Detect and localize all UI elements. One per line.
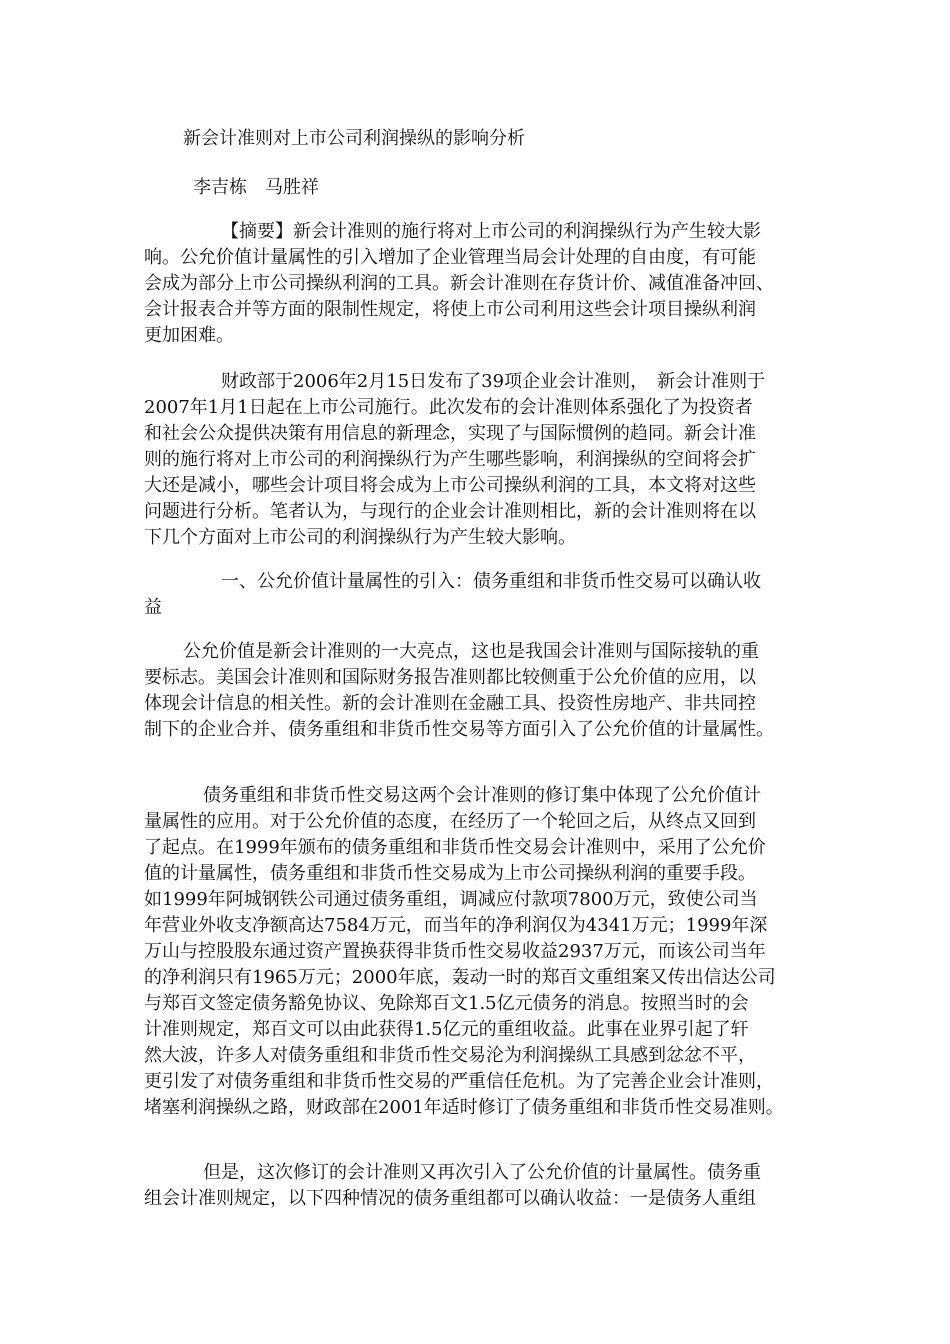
debt-line: 与郑百文签定债务豁免协议、免除郑百文1.5亿元债务的消息。按照当时的会 (144, 993, 749, 1014)
debt-line: 了起点。在1999年颁布的债务重组和非货币性交易会计准则中，采用了公允价 (144, 837, 766, 858)
debt-line: 债务重组和非货币性交易这两个会计准则的修订集中体现了公允价值计 (203, 785, 761, 806)
abstract-line: 响。公允价值计量属性的引入增加了企业管理当局会计处理的自由度，有可能 (144, 247, 756, 268)
debt-line: 值的计量属性，债务重组和非货币性交易成为上市公司操纵利润的重要手段。 (144, 863, 756, 884)
revision-line: 组会计准则规定，以下四种情况的债务重组都可以确认收益：一是债务人重组 (144, 1188, 756, 1209)
intro-line: 财政部于2006年2月15日发布了39项企业会计准则， 新会计准则于 (221, 371, 766, 392)
debt-line: 更引发了对债务重组和非货币性交易的严重信任危机。为了完善企业会计准则， (144, 1071, 774, 1092)
fair-value-line: 公允价值是新会计准则的一大亮点，这也是我国会计准则与国际接轨的重 (183, 641, 759, 662)
intro-line: 下几个方面对上市公司的利润操纵行为产生较大影响。 (144, 527, 576, 548)
fair-value-line: 制下的企业合并、债务重组和非货币性交易等方面引入了公允价值的计量属性。 (144, 719, 774, 740)
intro-line: 2007年1月1日起在上市公司施行。此次发布的会计准则体系强化了为投资者 (144, 397, 753, 418)
section-heading-line: 益 (144, 597, 162, 618)
intro-line: 则的施行将对上市公司的利润操纵行为产生哪些影响，利润操纵的空间将会扩 (144, 449, 756, 470)
intro-line: 问题进行分析。笔者认为，与现行的企业会计准则相比，新的会计准则将在以 (144, 501, 756, 522)
debt-line: 如1999年阿城钢铁公司通过债务重组，调减应付款项7800万元，致使公司当 (144, 889, 758, 910)
debt-line: 堵塞利润操纵之路，财政部在2001年适时修订了债务重组和非货币性交易准则。 (144, 1097, 784, 1118)
debt-line: 然大波，许多人对债务重组和非货币性交易沦为利润操纵工具感到忿忿不平， (144, 1045, 756, 1066)
debt-line: 年营业外收支净额高达7584万元，而当年的净利润仅为4341万元；1999年深 (144, 915, 768, 936)
intro-line: 和社会公众提供决策有用信息的新理念，实现了与国际惯例的趋同。新会计准 (144, 423, 756, 444)
intro-line: 大还是减小，哪些会计项目将会成为上市公司操纵利润的工具，本文将对这些 (144, 475, 756, 496)
debt-line: 万山与控股股东通过资产置换获得非货币性交易收益2937万元，而该公司当年 (144, 941, 766, 962)
author-line: 李吉栋 马胜祥 (193, 177, 319, 198)
abstract-line: 会成为部分上市公司操纵利润的工具。新会计准则在存货计价、减值准备冲回、 (144, 273, 774, 294)
abstract-line: 【摘要】新会计准则的施行将对上市公司的利润操纵行为产生较大影 (221, 221, 761, 242)
abstract-line: 会计报表合并等方面的限制性规定，将使上市公司利用这些会计项目操纵利润 (144, 299, 756, 320)
fair-value-line: 体现会计信息的相关性。新的会计准则在金融工具、投资性房地产、非共同控 (144, 693, 756, 714)
document-title: 新会计准则对上市公司利润操纵的影响分析 (183, 128, 525, 149)
revision-line: 但是，这次修订的会计准则又再次引入了公允价值的计量属性。债务重 (203, 1162, 761, 1183)
section-heading-line: 一、公允价值计量属性的引入：债务重组和非货币性交易可以确认收 (221, 571, 761, 592)
fair-value-line: 要标志。美国会计准则和国际财务报告准则都比较侧重于公允价值的应用，以 (144, 667, 756, 688)
debt-line: 计准则规定，郑百文可以由此获得1.5亿元的重组收益。此事在业界引起了轩 (144, 1019, 749, 1040)
debt-line: 的净利润只有1965万元；2000年底，轰动一时的郑百文重组案又传出信达公司 (144, 967, 776, 988)
abstract-line: 更加困难。 (144, 325, 234, 346)
debt-line: 量属性的应用。对于公允价值的态度，在经历了一个轮回之后，从终点又回到 (144, 811, 756, 832)
